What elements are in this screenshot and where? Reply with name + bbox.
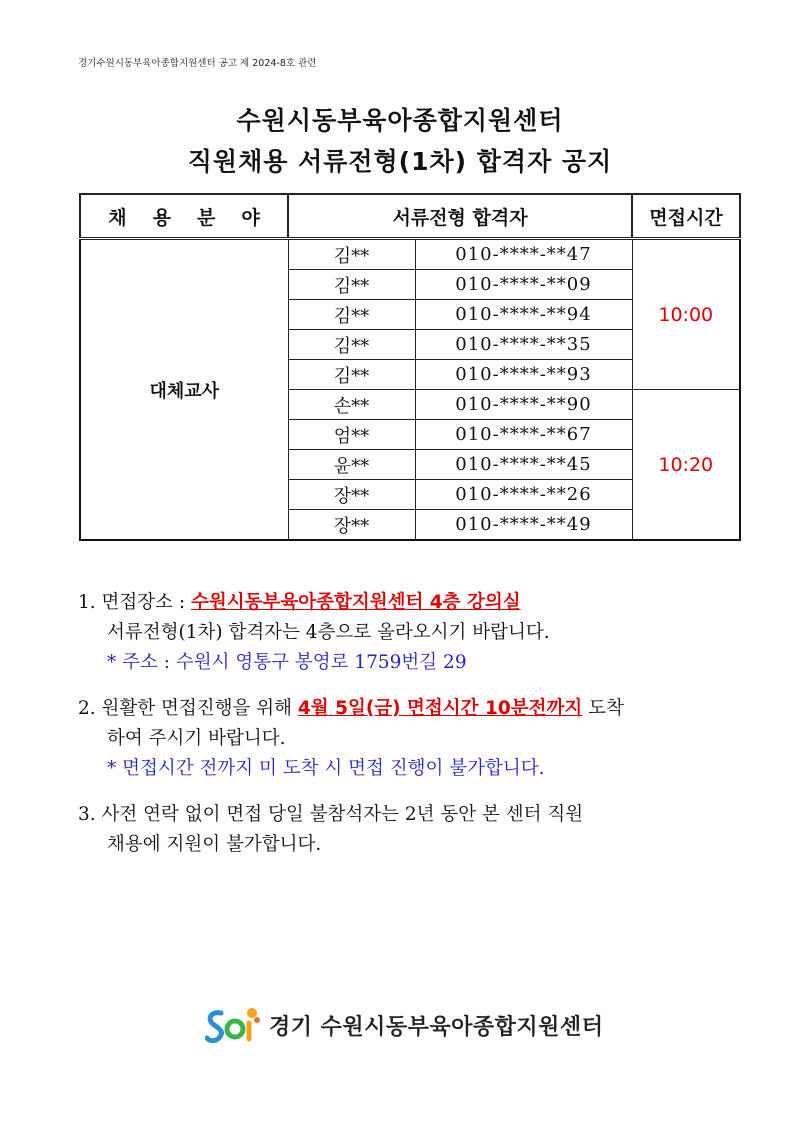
note-line: 서류전형(1차) 합격자는 4층으로 올라오시기 바랍니다. [107,622,550,643]
table-row [80,239,740,270]
interview-time: 10:20 [632,390,740,541]
applicant-phone: 010-****-**94 [415,300,632,330]
page-subtitle: 직원채용 서류전형(1차) 합격자 공지 [187,147,613,176]
applicant-phone: 010-****-**49 [415,510,632,541]
note-suffix: 도착 [582,698,624,719]
note-arrival-time [78,694,728,784]
applicant-phone: 010-****-**90 [415,390,632,420]
applicant-table [79,193,741,541]
warning-note: * 면접시간 전까지 미 도착 시 면접 진행이 불가합니다. [107,758,545,779]
note-line: 채용에 지원이 불가합니다. [107,834,322,855]
applicant-name: 장** [288,480,415,510]
applicant-phone: 010-****-**67 [415,420,632,450]
applicant-name: 김** [288,300,415,330]
note-line: 하여 주시기 바랍니다. [107,728,286,749]
applicant-phone: 010-****-**93 [415,360,632,390]
location-highlight: 수원시동부육아종합지원센터 4층 강의실 [191,592,521,613]
note-line: 3. 사전 연락 없이 면접 당일 불참석자는 2년 동안 본 센터 직원 [78,804,584,825]
applicant-name: 김** [288,330,415,360]
center-logo-icon [205,1005,263,1045]
applicant-name: 윤** [288,450,415,480]
organization-name: 경기 수원시동부육아종합지원센터 [269,1014,604,1040]
address-note: * 주소 : 수원시 영통구 봉영로 1759번길 29 [107,652,467,673]
applicant-phone: 010-****-**47 [415,239,632,270]
applicant-phone: 010-****-**26 [415,480,632,510]
applicant-name: 장** [288,510,415,541]
notice-reference: 경기수원시동부육아종합지원센터 공고 제 2024-8호 관련 [78,58,317,69]
note-prefix: 2. 원활한 면접진행을 위해 [78,698,298,719]
notice-list [78,588,728,876]
note-absence-penalty [78,800,728,860]
table-header-row [80,194,740,239]
note-line [78,588,728,618]
page-title: 수원시동부육아종합지원센터 [236,106,564,135]
header-applicants: 서류전형 합격자 [288,194,632,239]
arrival-highlight: 4월 5일(금) 면접시간 10분전까지 [297,698,583,719]
footer [205,1005,603,1045]
applicant-phone: 010-****-**35 [415,330,632,360]
applicant-phone: 010-****-**45 [415,450,632,480]
applicant-name: 엄** [288,420,415,450]
applicant-phone: 010-****-**09 [415,270,632,300]
applicant-name: 손** [288,390,415,420]
note-line [78,694,728,724]
note-prefix: 1. 면접장소 : [78,592,192,613]
applicant-name: 김** [288,360,415,390]
header-field: 채용분야 [80,194,288,239]
applicant-name: 김** [288,270,415,300]
header-time: 면접시간 [632,194,740,239]
note-interview-location [78,588,728,678]
job-field: 대체교사 [80,239,288,541]
applicant-name: 김** [288,239,415,270]
interview-time: 10:00 [632,239,740,390]
